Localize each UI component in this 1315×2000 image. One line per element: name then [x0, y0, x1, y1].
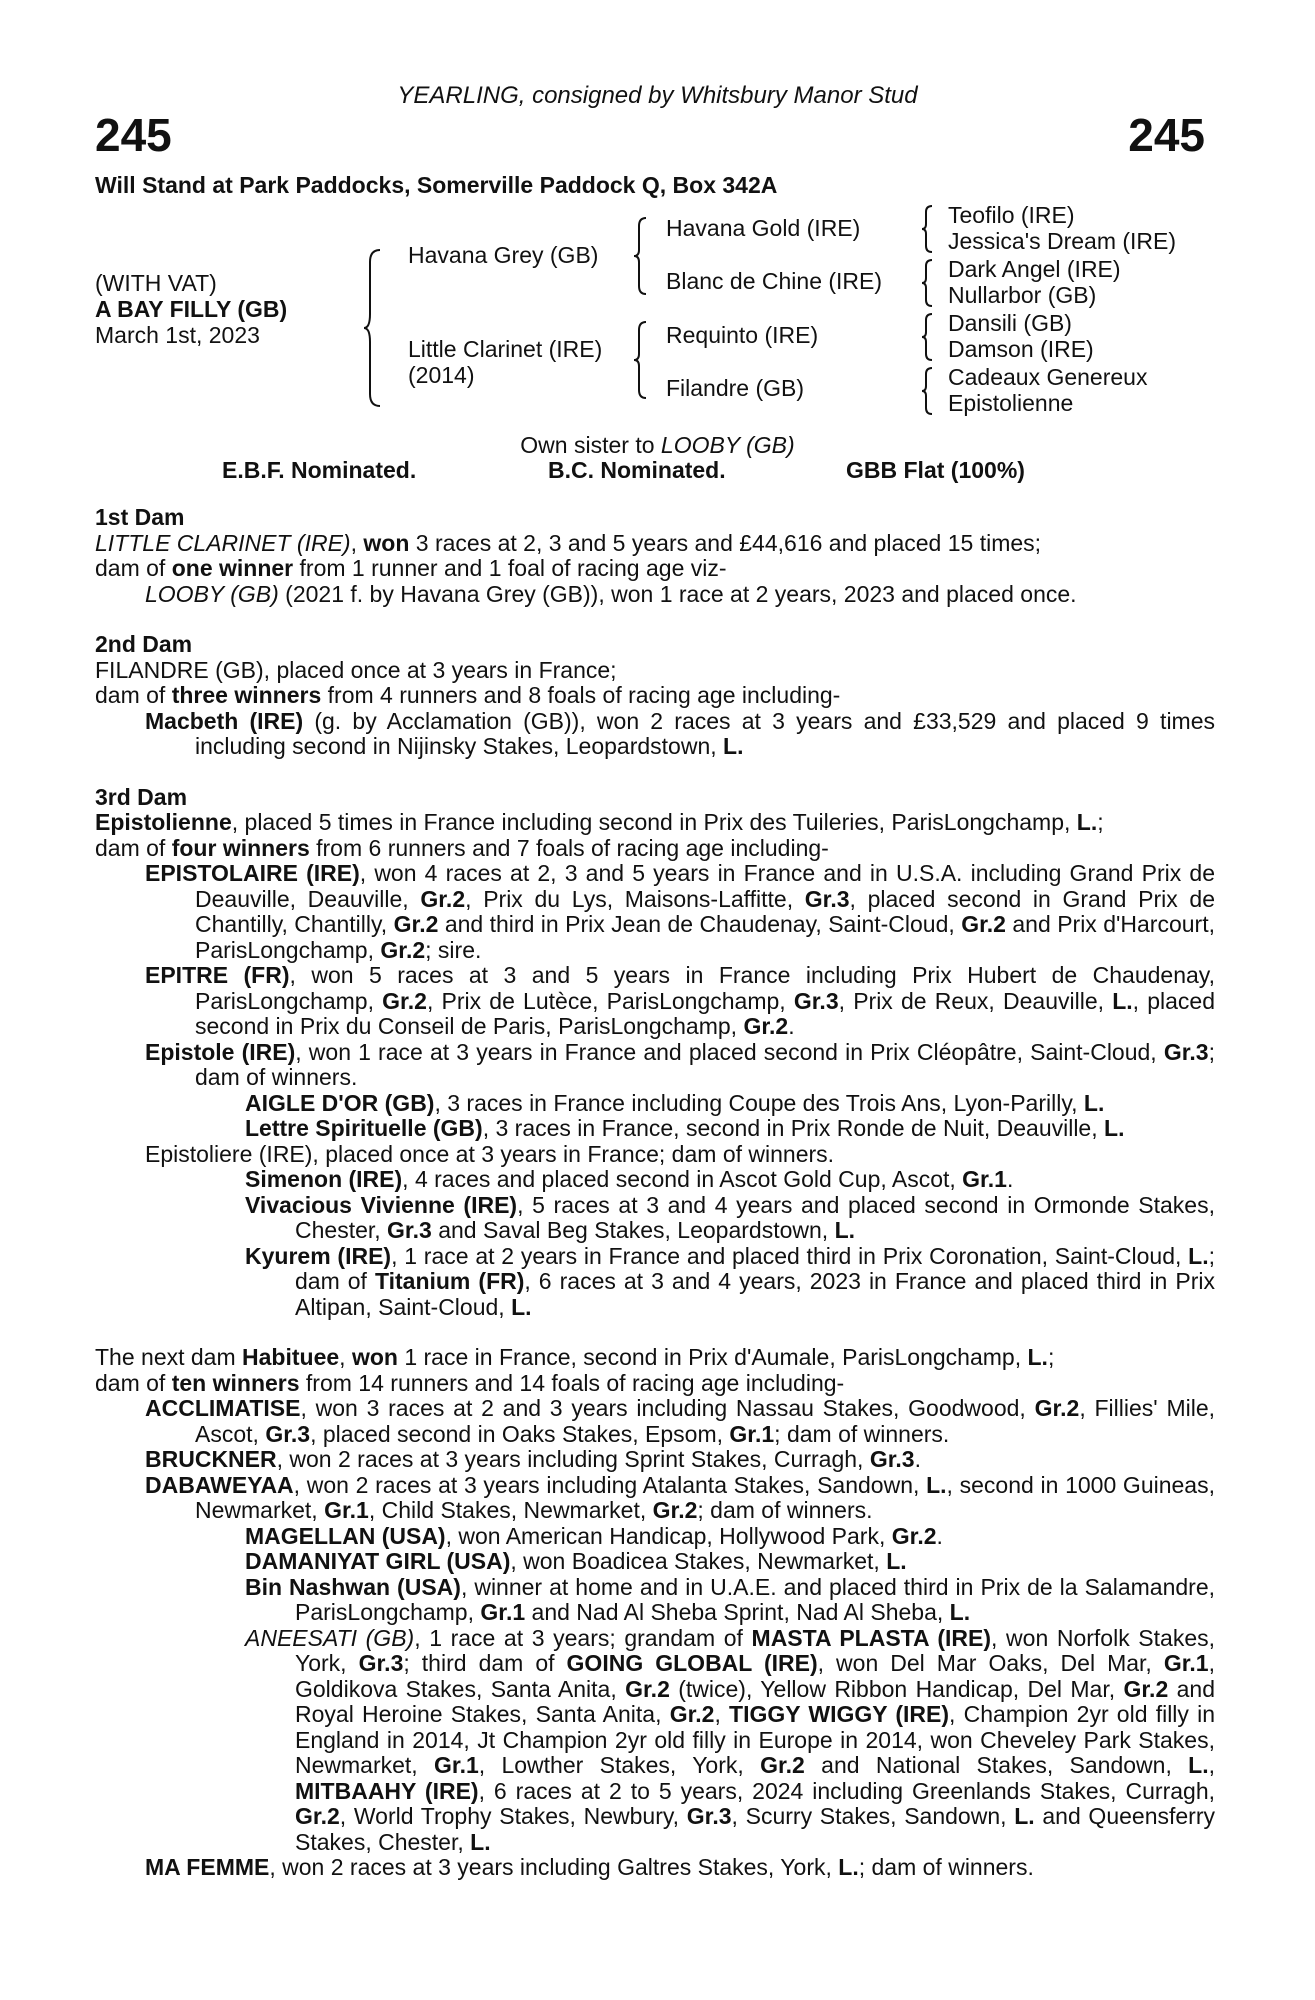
foal-epistoliere: Epistoliere (IRE), placed once at 3 years in France; dam of winners.: [145, 1140, 835, 1167]
pedigree-brace-sire: [632, 216, 648, 296]
second-dam-produce-line: dam of three winners from 4 runners and 8 foals of racing age including-: [95, 682, 841, 708]
pedigree-gg5: Dansili (GB): [948, 310, 1072, 336]
foal-bruckner: BRUCKNER, won 2 races at 3 years including Sprint Stakes, Curragh, Gr.3.: [145, 1446, 921, 1472]
pedigree-brace-dam: [632, 320, 648, 400]
foal-magellan: MAGELLAN (USA), won American Handicap, Hollywood Park, Gr.2.: [245, 1522, 943, 1549]
foal-vivacious-vivienne: Vivacious Vivienne (IRE), 5 races at 3 and 4 years and placed second in Ormonde Stakes, Chester, Gr.3 and Saval Beg Stakes, Leopardstown, L.: [245, 1191, 1215, 1243]
foal-bin-nashwan: Bin Nashwan (USA), winner at home and in U.A.E. and placed third in Prix de la Salamandre, ParisLongchamp, Gr.1 and Nad Al Sheba Sprint, Nad Al Sheba, L.: [245, 1573, 1216, 1625]
second-dam-foal-macbeth: Macbeth (IRE) (g. by Acclamation (GB)), won 2 races at 3 years and £33,529 and placed 9 times including second in Nijinsky Stakes, Leopardstown, L.: [145, 707, 1215, 759]
pedigree-dam-dam: Filandre (GB): [666, 375, 805, 401]
pedigree-gg8: Epistolienne: [948, 390, 1074, 416]
next-dam-produce-line: dam of ten winners from 14 runners and 14 foals of racing age including-: [95, 1369, 845, 1396]
pedigree-brace-g4: [920, 366, 934, 416]
foal-aigle-dor: AIGLE D'OR (GB), 3 races in France including Coupe des Trois Ans, Lyon-Parilly, L.: [245, 1089, 1105, 1116]
pedigree-gg6: Damson (IRE): [948, 336, 1094, 362]
foal-ma-femme: MA FEMME, won 2 races at 3 years including Galtres Stakes, York, L.; dam of winners.: [145, 1854, 1034, 1880]
third-dam-produce-line: dam of four winners from 6 runners and 7 foals of racing age including-: [95, 834, 829, 861]
pedigree-sire: Havana Grey (GB): [408, 242, 599, 268]
foal-aneesati: ANEESATI (GB), 1 race at 3 years; grandam of MASTA PLASTA (IRE), won Norfolk Stakes, York, Gr.3; third dam of GOING GLOBAL (IRE), won Del Mar Oaks, Del Mar, Gr.1, Goldikova Stakes, Santa Anita, Gr.2 (twice), Yellow Ribbon Handicap, Del Mar, Gr.2 and Royal Heroine Stakes, Santa Anita, Gr.2, TIGGY WIGGY (IRE), Champion 2yr old filly in England in 2014, Jt Champion 2yr old filly in Europe in 2014, won Cheveley Park Stakes, Newmarket, Gr.1, Lowther Stakes, York, Gr.2 and National Stakes, Sandown, L., MITBAAHY (IRE), 6 races at 2 to 5 years, 2024 including Greenlands Stakes, Curragh, Gr.2, World Trophy Stakes, Newbury, Gr.3, Scurry Stakes, Sandown, L. and Queensferry Stakes, Chester, L.: [245, 1624, 1216, 1855]
gbb-nomination: GBB Flat (100%): [846, 457, 1025, 483]
foal-epistolaire: EPISTOLAIRE (IRE), won 4 races at 2, 3 and 5 years in France and in U.S.A. including Grand Prix de Deauville, Deauville, Gr.2, Prix du Lys, Maisons-Laffitte, Gr.3, placed second in Grand Prix de Chantilly, Chantilly, Gr.2 and third in Prix Jean de Chaudenay, Saint-Cloud, Gr.2 and Prix d'Harcourt, ParisLongchamp, Gr.2; sire.: [145, 860, 1215, 963]
pedigree-dam-year: (2014): [408, 362, 475, 388]
vat-note: (WITH VAT): [95, 270, 217, 296]
lot-number-right: 245: [1128, 109, 1205, 161]
pedigree-brace-g1: [920, 204, 934, 254]
catalogue-body: [95, 505, 1215, 1881]
pedigree-dam-sire: Requinto (IRE): [666, 322, 819, 348]
first-dam-line: LITTLE CLARINET (IRE), won 3 races at 2, 3 and 5 years and £44,616 and placed 15 times;: [95, 529, 1042, 556]
ebf-nomination: E.B.F. Nominated.: [222, 457, 417, 483]
second-dam-line: FILANDRE (GB), placed once at 3 years in France;: [95, 656, 617, 683]
pedigree-brace-g2: [920, 258, 934, 308]
page-subtitle: YEARLING, consigned by Whitsbury Manor Stud: [397, 82, 918, 109]
foal-epistole: Epistole (IRE), won 1 race at 3 years in France and placed second in Prix Cléopâtre, Saint-Cloud, Gr.3; dam of winners.: [145, 1038, 1215, 1090]
pedigree-dam: Little Clarinet (IRE): [408, 336, 603, 362]
pedigree-sire-sire: Havana Gold (IRE): [666, 215, 861, 241]
horse-name: A BAY FILLY (GB): [95, 296, 288, 322]
pedigree-gg4: Nullarbor (GB): [948, 282, 1097, 308]
pedigree-gg7: Cadeaux Genereux: [948, 364, 1148, 390]
foal-simenon: Simenon (IRE), 4 races and placed second in Ascot Gold Cup, Ascot, Gr.1.: [245, 1166, 1014, 1192]
stand-location: Will Stand at Park Paddocks, Somerville Paddock Q, Box 342A: [95, 172, 778, 198]
foal-acclimatise: ACCLIMATISE, won 3 races at 2 and 3 years including Nassau Stakes, Goodwood, Gr.2, Fillies' Mile, Ascot, Gr.3, placed second in Oaks Stakes, Epsom, Gr.1; dam of winners.: [145, 1395, 1216, 1447]
pedigree-brace-g3: [920, 312, 934, 362]
pedigree-gg1: Teofilo (IRE): [948, 202, 1075, 228]
pedigree-gg2: Jessica's Dream (IRE): [948, 228, 1177, 254]
next-dam-line: The next dam Habituee, won 1 race in France, second in Prix d'Aumale, ParisLongchamp, L.;: [95, 1344, 1055, 1370]
first-dam-foal-looby: LOOBY (GB) (2021 f. by Havana Grey (GB)), won 1 race at 2 years, 2023 and placed once.: [145, 580, 1077, 607]
pedigree-gg3: Dark Angel (IRE): [948, 256, 1121, 282]
foal-kyurem: Kyurem (IRE), 1 race at 2 years in France and placed third in Prix Coronation, Saint-Cloud, L.; dam of Titanium (FR), 6 races at 3 and 4 years, 2023 in France and placed third in Prix Altipan, Saint-Cloud, L.: [245, 1242, 1215, 1320]
second-dam-heading: 2nd Dam: [95, 631, 193, 657]
third-dam-heading: 3rd Dam: [95, 783, 188, 810]
foal-lettre-spirituelle: Lettre Spirituelle (GB), 3 races in France, second in Prix Ronde de Nuit, Deauville, L.: [245, 1115, 1125, 1141]
foal-epitre: EPITRE (FR), won 5 races at 3 and 5 years in France including Prix Hubert de Chaudenay, ParisLongchamp, Gr.2, Prix de Lutèce, ParisLongchamp, Gr.3, Prix de Reux, Deauville, L., placed second in Prix du Conseil de Paris, ParisLongchamp, Gr.2.: [145, 962, 1215, 1039]
foaling-date: March 1st, 2023: [95, 322, 260, 348]
pedigree-brace-main: [362, 248, 382, 408]
foal-damaniyat-girl: DAMANIYAT GIRL (USA), won Boadicea Stakes, Newmarket, L.: [245, 1548, 907, 1574]
first-dam-heading: 1st Dam: [95, 504, 185, 530]
third-dam-line: Epistolienne, placed 5 times in France including second in Prix des Tuileries, ParisLongchamp, L.;: [95, 809, 1104, 835]
own-sister-note: Own sister to LOOBY (GB): [520, 432, 795, 458]
pedigree-sire-dam: Blanc de Chine (IRE): [666, 268, 883, 294]
foal-dabaweyaa: DABAWEYAA, won 2 races at 3 years including Atalanta Stakes, Sandown, L., second in 1000 Guineas, Newmarket, Gr.1, Child Stakes, Newmarket, Gr.2; dam of winners.: [145, 1471, 1215, 1523]
bc-nomination: B.C. Nominated.: [548, 457, 726, 483]
first-dam-produce-line: dam of one winner from 1 runner and 1 foal of racing age viz-: [95, 555, 727, 581]
lot-number-left: 245: [95, 109, 172, 161]
